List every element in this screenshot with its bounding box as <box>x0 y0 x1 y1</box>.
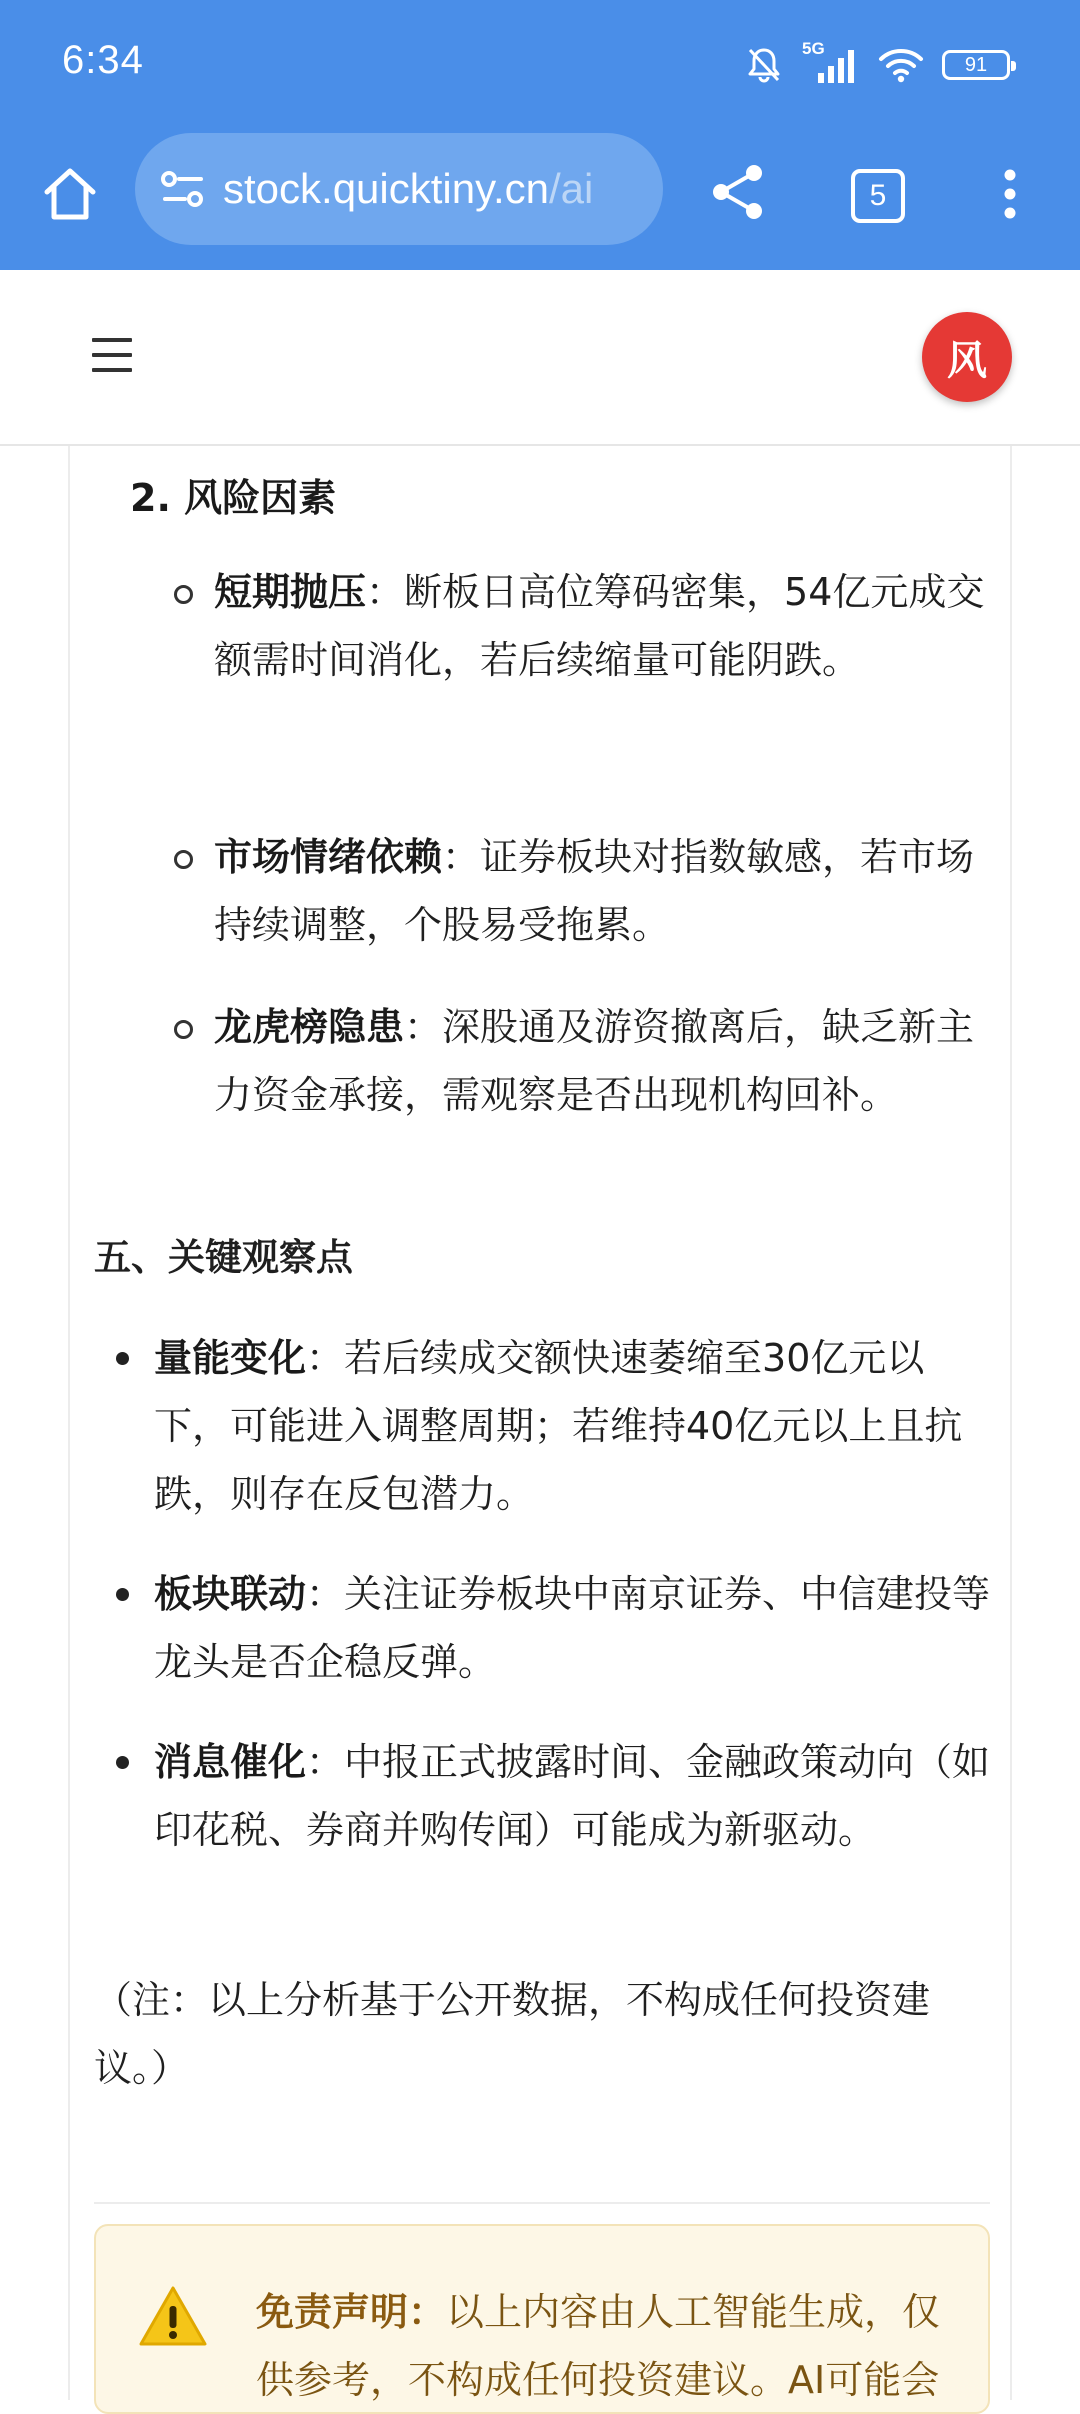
disclaimer-box <box>94 2224 990 2414</box>
url-text <box>223 165 593 213</box>
avatar[interactable]: 风 <box>922 312 1012 402</box>
home-button[interactable] <box>30 156 110 236</box>
network-type: 5G <box>802 39 825 58</box>
key-item-label: 板块联动 <box>154 1572 307 1616</box>
key-item-label: 量能变化 <box>154 1336 307 1380</box>
disclaimer-label: 免责声明： <box>256 2290 447 2334</box>
key-item-body: ：中报正式披露时间、金融政策动向（如印花税、券商并购传闻）可能成为新驱动。 <box>154 1740 991 1852</box>
tab-count: 5 <box>869 179 887 212</box>
circle-bullet-icon <box>174 850 193 869</box>
key-section-title: 五、关键观察点 <box>94 1236 353 1279</box>
risk-item-text <box>214 993 1000 1129</box>
risk-item-body: ：断板日高位筹码密集，54亿元成交额需时间消化，若后续缩量可能阴跌。 <box>214 570 985 682</box>
wifi-icon <box>878 46 924 84</box>
bullet-icon <box>116 1588 129 1601</box>
share-icon <box>707 161 769 227</box>
hamburger-menu-icon[interactable] <box>92 338 132 376</box>
status-bar <box>0 0 1080 130</box>
battery-level: 91 <box>964 54 988 76</box>
key-item-body: ：关注证券板块中南京证券、中信建投等龙头是否企稳反弹。 <box>154 1572 991 1684</box>
key-item-label: 消息催化 <box>154 1740 307 1784</box>
site-settings-icon[interactable] <box>157 163 209 215</box>
home-icon <box>40 165 100 227</box>
risk-item-label: 市场情绪依赖 <box>214 835 443 879</box>
status-icons <box>744 40 1010 90</box>
bullet-icon <box>116 1352 129 1365</box>
analysis-note: （注：以上分析基于公开数据，不构成任何投资建议。） <box>94 1978 931 2090</box>
url-host: stock.quicktiny.cn <box>223 165 550 212</box>
more-menu-button[interactable] <box>985 156 1035 236</box>
circle-bullet-icon <box>174 585 193 604</box>
article-card <box>68 446 1012 2400</box>
status-time: 6:34 <box>62 38 144 82</box>
risk-item-label: 短期抛压 <box>214 570 367 614</box>
tabs-button[interactable] <box>838 156 918 236</box>
disclaimer-body: 以上内容由人工智能生成，仅供参考，不构成任何投资建议。AI可能会 <box>256 2290 941 2402</box>
site-header <box>0 270 1080 446</box>
risk-item-label: 龙虎榜隐患 <box>214 1005 405 1049</box>
key-item-text <box>154 1728 996 1864</box>
circle-bullet-icon <box>174 1020 193 1039</box>
battery-icon <box>942 50 1010 80</box>
risk-item-text <box>214 823 1000 959</box>
more-vert-icon <box>1003 168 1017 224</box>
url-path: /ai <box>549 165 594 212</box>
risk-section-title: 2. 风险因素 <box>130 476 337 520</box>
browser-toolbar <box>0 130 1080 270</box>
key-item-text <box>154 1324 996 1528</box>
address-bar[interactable] <box>135 133 663 245</box>
risk-item-body: ：证券板块对指数敏感，若市场持续调整，个股易受拖累。 <box>214 835 975 947</box>
share-button[interactable] <box>700 156 776 232</box>
warning-icon <box>138 2284 208 2348</box>
divider <box>94 2202 990 2204</box>
disclaimer-text <box>256 2278 966 2414</box>
tabs-icon <box>851 169 905 223</box>
signal-5g-icon <box>802 39 860 85</box>
mute-bell-icon <box>744 45 784 85</box>
key-item-text <box>154 1560 996 1696</box>
risk-item-body: ：深股通及游资撤离后，缺乏新主力资金承接，需观察是否出现机构回补。 <box>214 1005 975 1117</box>
browser-chrome <box>0 0 1080 270</box>
key-item-body: ：若后续成交额快速萎缩至30亿元以下，可能进入调整周期；若维持40亿元以上且抗跌，则存在反包潜力。 <box>154 1336 963 1516</box>
risk-item-text <box>214 558 1000 694</box>
bullet-icon <box>116 1756 129 1769</box>
